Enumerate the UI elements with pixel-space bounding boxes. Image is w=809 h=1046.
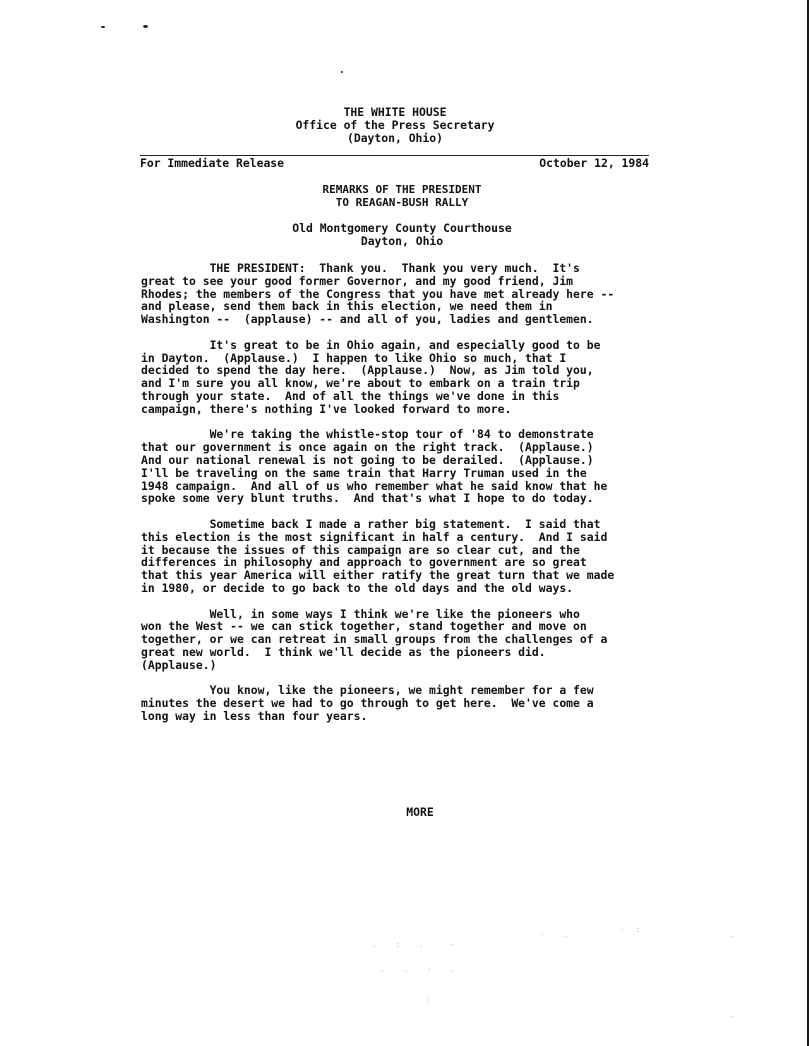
text-line: Rhodes; the members of the Congress that you have met already here -- bbox=[141, 286, 615, 301]
scan-noise: : bbox=[425, 995, 433, 1004]
scan-speck bbox=[341, 71, 343, 73]
remarks-title-line-1: REMARKS OF THE PRESIDENT bbox=[322, 183, 482, 196]
scan-noise: . bbox=[730, 930, 738, 939]
release-row bbox=[140, 157, 649, 170]
letterhead-location: (Dayton, Ohio) bbox=[346, 131, 443, 145]
event-location bbox=[140, 222, 664, 248]
letterhead-title: THE WHITE HOUSE bbox=[343, 105, 447, 119]
letterhead-office: Office of the Press Secretary bbox=[295, 118, 495, 132]
text-line: in Dayton. (Applause.) I happen to like Ohio so much, that I bbox=[141, 350, 567, 365]
scan-noise: . : . · bbox=[372, 940, 458, 949]
text-line: Well, in some ways I think we're like the pioneers who bbox=[141, 606, 580, 621]
text-line: minutes the desert we had to go through to get here. We've come a bbox=[141, 696, 594, 711]
release-label: For Immediate Release bbox=[140, 156, 285, 170]
letterhead bbox=[140, 106, 650, 145]
location-city: Dayton, Ohio bbox=[360, 234, 444, 248]
text-line: that our government is once again on the right track. (Applause.) bbox=[141, 440, 594, 455]
text-line: (Applause.) bbox=[141, 657, 217, 672]
text-line: I'll be traveling on the same train that Harry Truman used in the bbox=[141, 465, 587, 480]
text-line: 1948 campaign. And all of us who remember what he said know that he bbox=[141, 478, 608, 493]
scan-noise: · bbox=[730, 1012, 738, 1021]
text-line: together, or we can retreat in small groups from the challenges of a bbox=[141, 632, 608, 647]
text-line: long way in less than four years. bbox=[141, 708, 368, 723]
text-line: decided to spend the day here. (Applause.) Now, as Jim told you, bbox=[141, 363, 594, 378]
speech-paragraph bbox=[141, 684, 681, 722]
text-line: And our national renewal is not going to be derailed. (Applause.) bbox=[141, 452, 594, 467]
speech-paragraph bbox=[141, 428, 681, 505]
text-line: great to see your good former Governor, and my good friend, Jim bbox=[141, 273, 574, 288]
text-line: in 1980, or decide to go back to the old days and the old ways. bbox=[141, 580, 574, 595]
text-line: You know, like the pioneers, we might remember for a few bbox=[141, 683, 594, 698]
text-line: It's great to be in Ohio again, and especially good to be bbox=[141, 337, 601, 352]
location-venue: Old Montgomery County Courthouse bbox=[292, 221, 512, 235]
text-line: and please, send them back in this election, we need them in bbox=[141, 299, 553, 314]
text-line: and I'm sure you all know, we're about to embark on a train trip bbox=[141, 376, 580, 391]
text-line: We're taking the whistle-stop tour of '84 to demonstrate bbox=[141, 427, 594, 442]
speech-paragraph bbox=[141, 518, 681, 595]
text-line: spoke some very blunt truths. And that's what I hope to do today. bbox=[141, 491, 594, 506]
text-line: great new world. I think we'll decide as the pioneers did. bbox=[141, 644, 546, 659]
more-marker: MORE bbox=[406, 805, 434, 819]
scan-noise: . . · . bbox=[380, 965, 459, 974]
remarks-title bbox=[140, 183, 664, 209]
scan-speck bbox=[101, 26, 105, 28]
release-date: October 12, 1984 bbox=[539, 156, 649, 170]
speech-body bbox=[141, 262, 681, 735]
text-line: campaign, there's nothing I've looked forward to more. bbox=[141, 401, 512, 416]
text-line: through your state. And of all the things we've done in this bbox=[141, 388, 560, 403]
text-line: Sometime back I made a rather big statement. I said that bbox=[141, 516, 601, 531]
remarks-title-line-2: TO REAGAN-BUSH RALLY bbox=[335, 196, 469, 209]
scan-speck bbox=[143, 25, 148, 28]
scan-noise: · : bbox=[620, 925, 644, 934]
speech-paragraph bbox=[141, 608, 681, 672]
text-line: this election is the most significant in half a century. And I said bbox=[141, 529, 608, 544]
scan-noise: · . bbox=[540, 930, 572, 939]
speech-paragraph bbox=[141, 339, 681, 416]
text-line: THE PRESIDENT: Thank you. Thank you very much. It's bbox=[141, 261, 580, 275]
text-line: it because the issues of this campaign are so clear cut, and the bbox=[141, 542, 580, 557]
text-line: differences in philosophy and approach to government are so great bbox=[141, 555, 587, 570]
speech-paragraph bbox=[141, 262, 681, 326]
text-line: won the West -- we can stick together, stand together and move on bbox=[141, 619, 587, 634]
text-line: Washington -- (applause) -- and all of you, ladies and gentlemen. bbox=[141, 312, 594, 327]
text-line: that this year America will either ratify the great turn that we made bbox=[141, 568, 615, 583]
